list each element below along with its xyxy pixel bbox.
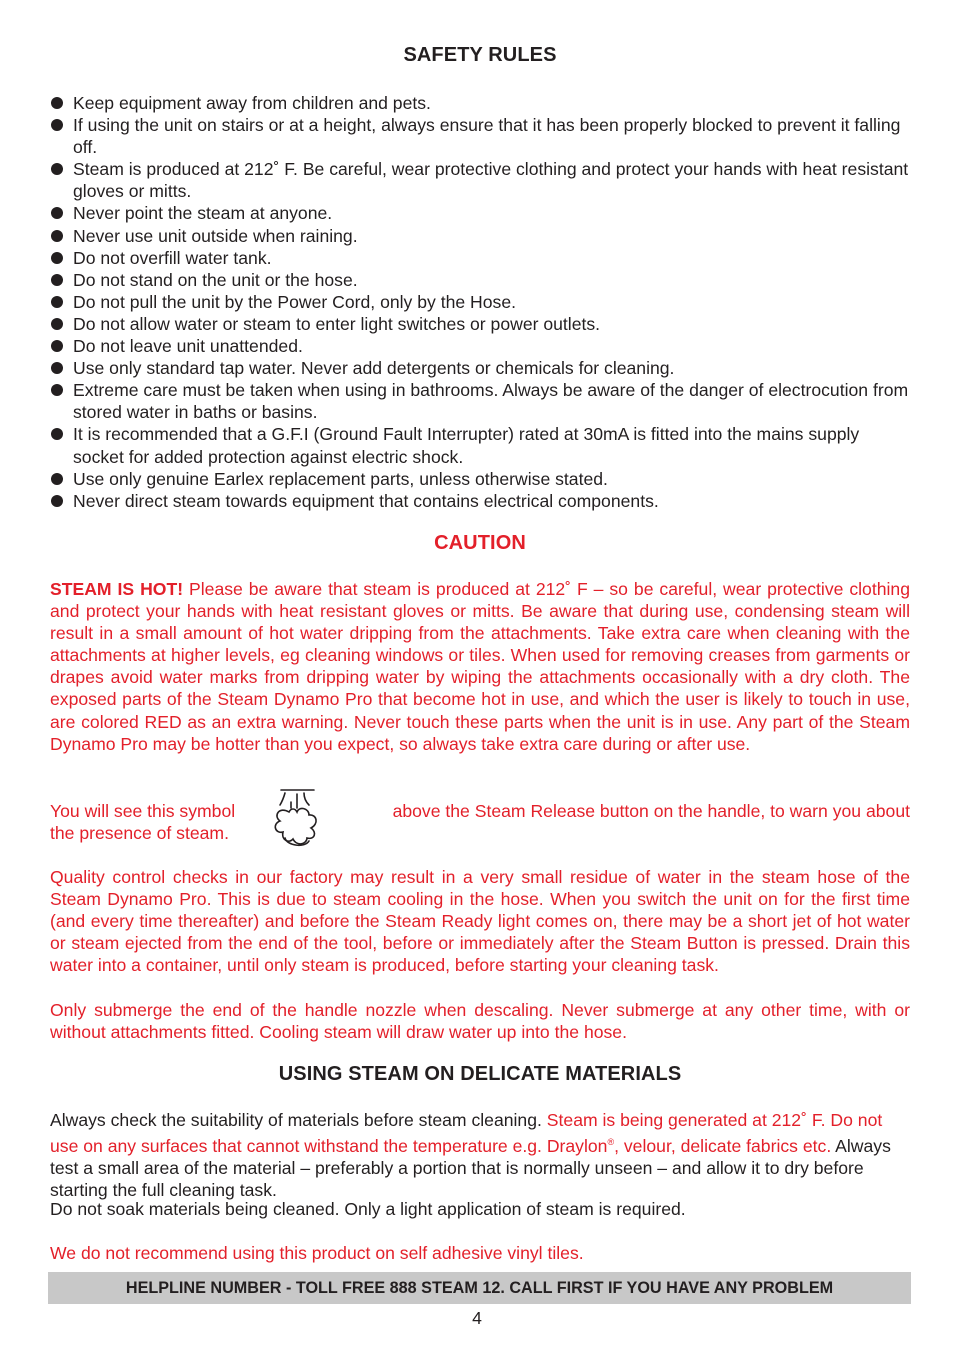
bullet-icon (51, 274, 63, 286)
steam-hot-lead: STEAM IS HOT! (50, 579, 184, 599)
list-item: Keep equipment away from children and pets. (50, 92, 910, 114)
bullet-icon (51, 473, 63, 485)
list-item: Do not allow water or steam to enter light switches or power outlets. (50, 313, 910, 335)
list-item: Use only genuine Earlex replacement parts, unless otherwise stated. (50, 468, 910, 490)
bullet-icon (51, 230, 63, 242)
quality-control-paragraph: Quality control checks in our factory may result in a very small residue of water in the steam hose of the Steam Dynamo Pro. This is due to steam cooling in the hose. When you switch the unit on for the first time (and every time thereafter) and before the Steam Ready light comes on, there may be a short jet of hot water or steam ejected from the end of the tool, before or immediately after the Steam Button is pressed. Drain this water into a container, until only steam is produced, before starting your cleaning task. (50, 867, 910, 976)
bullet-icon (51, 119, 63, 131)
symbol-text-right: above the Steam Release button on the handle, to warn you about (392, 801, 910, 821)
steam-symbol-note (50, 788, 910, 850)
delicate-paragraph: Always check the suitability of materials before steam cleaning. Steam is being generated at 212˚ F. Do not use on any surfaces that cannot withstand the temperature e.g. Draylon®, velour, delicate fabrics etc. Always test a small area of the material – preferably a portion that is normally unseen – and allow it to dry before starting the full cleaning task. (50, 1110, 891, 1201)
bullet-icon (51, 340, 63, 352)
vinyl-tiles-paragraph: We do not recommend using this product on self adhesive vinyl tiles. (50, 1243, 584, 1263)
delicate-materials-heading: USING STEAM ON DELICATE MATERIALS (278, 1063, 682, 1085)
symbol-text-left: You will see this symbol the presence of steam. (50, 801, 236, 844)
bullet-icon (51, 428, 63, 440)
list-item: Use only standard tap water. Never add detergents or chemicals for cleaning. (50, 357, 910, 379)
caution-paragraph: STEAM IS HOT! Please be aware that steam is produced at 212˚ F – so be careful, wear protective clothing and protect your hands with heat resistant gloves or mitts. Be aware that during use, condensing steam will result in a small amount of hot water dripping from the attachments. Take extra care when cleaning with the attachments at higher levels, eg cleaning windows or tiles. When used for removing creases from garments or drapes avoid water marks from dripping water by wiping the attachments occasionally with a dry cloth. The exposed parts of the Steam Dynamo Pro that become hot in use, and which the user is likely to touch in use, are colored RED as an extra warning. Never touch these parts when the unit is in use. Any part of the Steam Dynamo Pro may be hotter than you expect, so always take extra care during or after use. (50, 579, 910, 754)
safety-rules-heading: SAFETY RULES (403, 44, 557, 66)
bullet-icon (51, 495, 63, 507)
list-item: Do not leave unit unattended. (50, 335, 910, 357)
list-item: Do not pull the unit by the Power Cord, only by the Hose. (50, 291, 910, 313)
list-item: Steam is produced at 212˚ F. Be careful, wear protective clothing and protect your hands with heat resistant gloves or mitts. (50, 158, 910, 202)
bullet-icon (51, 97, 63, 109)
steam-warning-icon (271, 788, 321, 850)
helpline-banner: HELPLINE NUMBER - TOLL FREE 888 STEAM 12. CALL FIRST IF YOU HAVE ANY PROBLEM (48, 1272, 911, 1304)
list-item: Never point the steam at anyone. (50, 202, 910, 224)
list-item: If using the unit on stairs or at a height, always ensure that it has been properly blocked to prevent it falling off. (50, 114, 910, 158)
list-item: Do not stand on the unit or the hose. (50, 269, 910, 291)
list-item: Never direct steam towards equipment that contains electrical components. (50, 490, 910, 512)
caution-heading: CAUTION (434, 532, 526, 554)
list-item: It is recommended that a G.F.I (Ground Fault Interrupter) rated at 30mA is fitted into the mains supply socket for added protection against electric shock. (50, 423, 910, 467)
page-number: 4 (472, 1308, 482, 1328)
bullet-icon (51, 252, 63, 264)
soak-paragraph: Do not soak materials being cleaned. Only a light application of steam is required. (50, 1199, 686, 1219)
bullet-icon (51, 384, 63, 396)
list-item: Extreme care must be taken when using in bathrooms. Always be aware of the danger of electrocution from stored water in baths or basins. (50, 379, 910, 423)
safety-rules-list (50, 92, 910, 512)
bullet-icon (51, 362, 63, 374)
bullet-icon (51, 318, 63, 330)
list-item: Do not overfill water tank. (50, 247, 910, 269)
list-item: Never use unit outside when raining. (50, 225, 910, 247)
bullet-icon (51, 296, 63, 308)
submerge-paragraph: Only submerge the end of the handle nozzle when descaling. Never submerge at any other time, with or without attachments fitted. Cooling steam will draw water up into the hose. (50, 1000, 910, 1043)
bullet-icon (51, 163, 63, 175)
bullet-icon (51, 207, 63, 219)
